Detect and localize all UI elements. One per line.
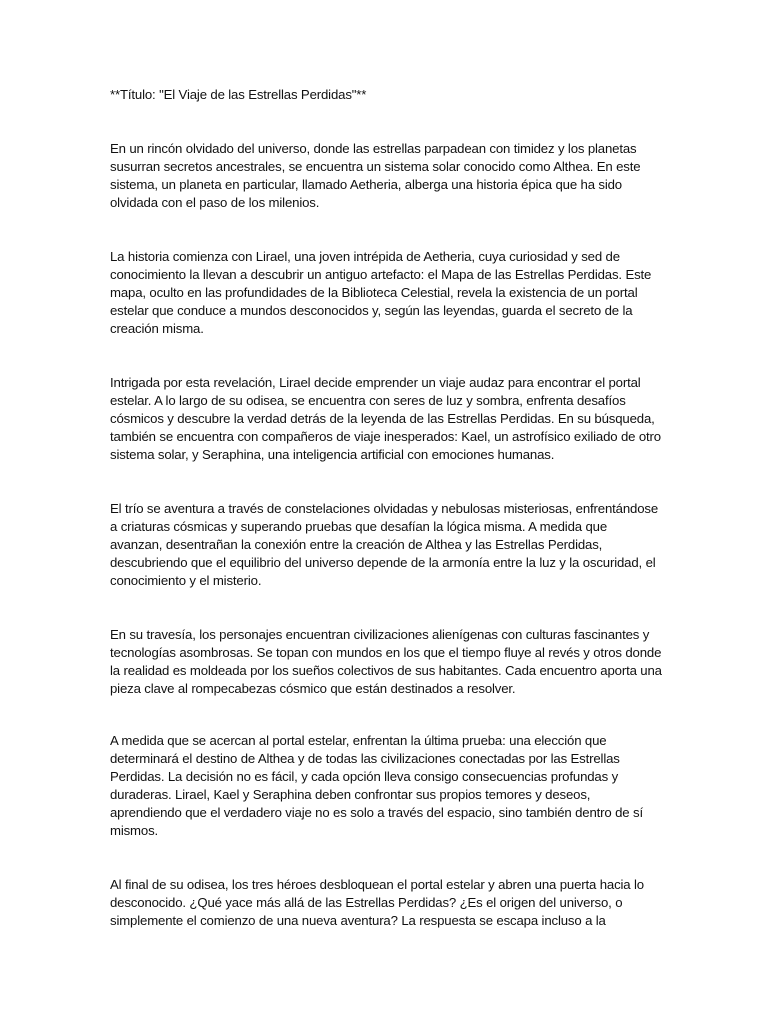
paragraph-6: A medida que se acercan al portal estelar, enfrentan la última prueba: una elección que determinará el destino de Althea y de todas las civilizaciones conectadas por las Estrellas Perdidas. La decisión no es fácil, y cada opción lleva consigo consecuencias profundas y duraderas. Lirael, Kael y Seraphina deben confrontar sus propios temores y deseos, aprendiendo que el verdadero viaje no es solo a través del espacio, sino también dentro de sí mismos.	[110, 733, 643, 838]
paragraph-3: Intrigada por esta revelación, Lirael decide emprender un viaje audaz para encontrar el portal estelar. A lo largo de su odisea, se encuentra con seres de luz y sombra, enfrenta desafíos cósmicos y descubre la verdad detrás de la leyenda de las Estrellas Perdidas. En su búsqueda, también se encuentra con compañeros de viaje inesperados: Kael, un astrofísico exiliado de otro sistema solar, y Seraphina, una inteligencia artificial con emociones humanas.	[110, 375, 661, 462]
paragraph-2: La historia comienza con Lirael, una joven intrépida de Aetheria, cuya curiosidad y sed de conocimiento la llevan a descubrir un antiguo artefacto: el Mapa de las Estrellas Perdidas. Este mapa, oculto en las profundidades de la Biblioteca Celestial, revela la existencia de un portal estelar que conduce a mundos desconocidos y, según las leyendas, guarda el secreto de la creación misma.	[110, 249, 652, 336]
document-title: **Título: "El Viaje de las Estrellas Perdidas"**	[110, 87, 367, 102]
paragraph-7: Al final de su odisea, los tres héroes desbloquean el portal estelar y abren una puerta hacia lo desconocido. ¿Qué yace más allá de las Estrellas Perdidas? ¿Es el origen del universo, o simplemente el comienzo de una nueva aventura? La respuesta se escapa incluso a la	[110, 877, 644, 928]
paragraph-5: En su travesía, los personajes encuentran civilizaciones alienígenas con culturas fascinantes y tecnologías asombrosas. Se topan con mundos en los que el tiempo fluye al revés y otros donde la realidad es moldeada por los sueños colectivos de sus habitantes. Cada encuentro aporta una pieza clave al rompecabezas cósmico que están destinados a resolver.	[110, 627, 662, 696]
paragraph-4: El trío se aventura a través de constelaciones olvidadas y nebulosas misteriosas, enfrentándose a criaturas cósmicas y superando pruebas que desafían la lógica misma. A medida que avanzan, desentrañan la conexión entre la creación de Althea y las Estrellas Perdidas, descubriendo que el equilibrio del universo depende de la armonía entre la luz y la oscuridad, el conocimiento y el misterio.	[110, 501, 659, 588]
paragraph-1: En un rincón olvidado del universo, donde las estrellas parpadean con timidez y los planetas susurran secretos ancestrales, se encuentra un sistema solar conocido como Althea. En este sistema, un planeta en particular, llamado Aetheria, alberga una historia épica que ha sido olvidada con el paso de los milenios.	[110, 141, 641, 210]
